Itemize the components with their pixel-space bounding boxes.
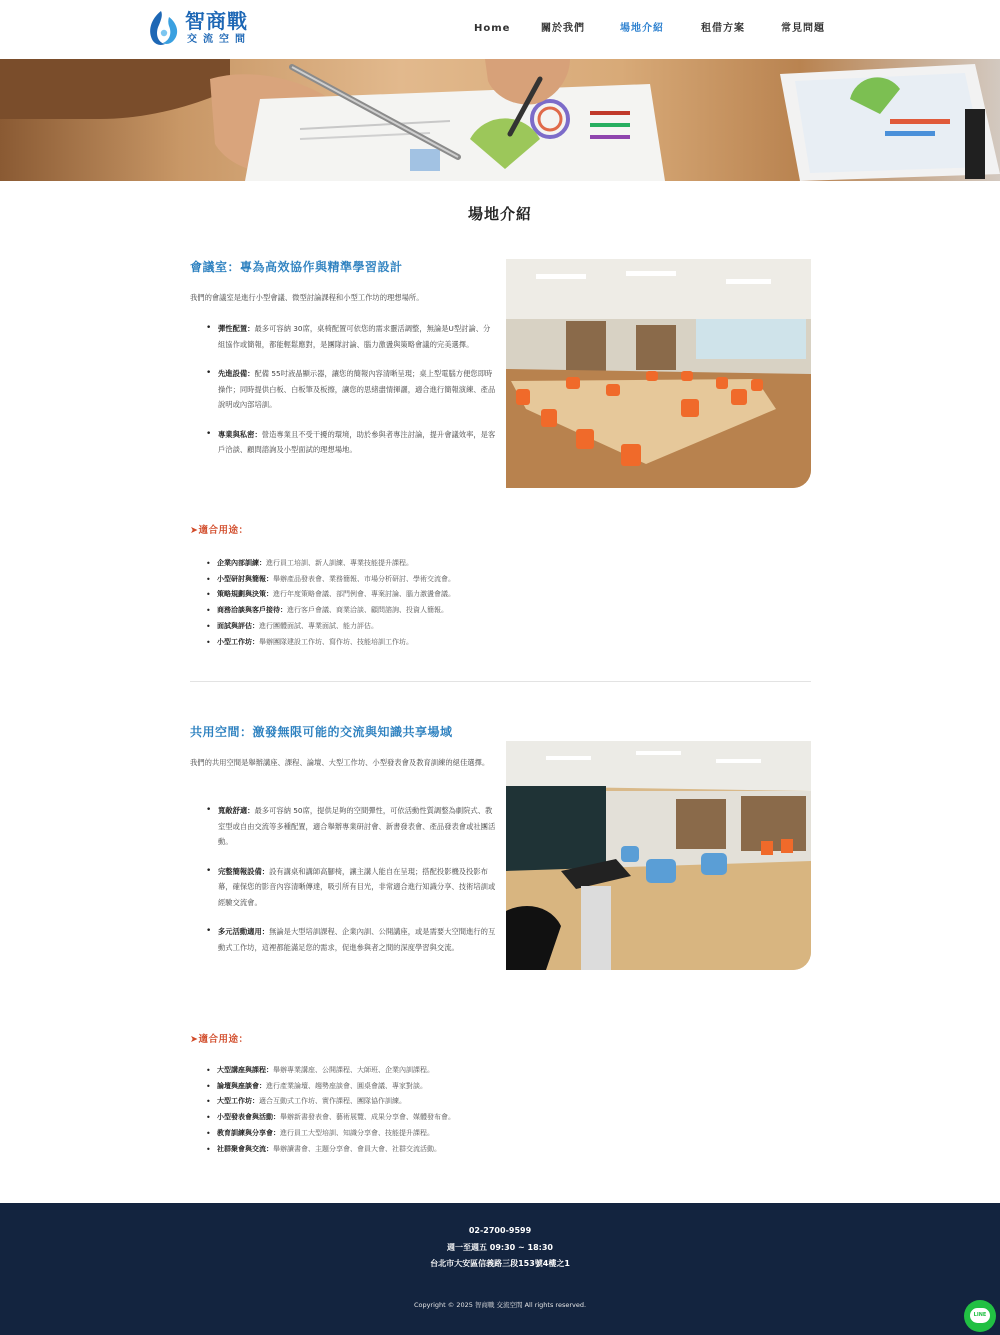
footer-address: 台北市大安區信義路三段153號4樓之1 [430, 1259, 570, 1268]
use-item [206, 1110, 606, 1126]
feature-item [206, 321, 496, 352]
use-item [206, 1142, 606, 1158]
use-item [206, 1126, 606, 1142]
meeting-room-features [206, 321, 496, 472]
use-text: 進行員工大型培訓、知識分享會、技能提升課程。 [280, 1128, 434, 1137]
use-item [206, 603, 606, 619]
shared-space-photo [506, 741, 811, 970]
use-title: 大型講座與課程： [217, 1066, 273, 1074]
use-title: 教育訓練與分享會： [217, 1128, 280, 1137]
use-text: 舉辦專業講座、公開課程、大師班、企業內訓課程。 [273, 1066, 434, 1074]
feature-item [206, 864, 496, 911]
feature-item [206, 427, 496, 458]
use-text: 進行客戶會議、商業洽談、顧問諮詢、投資人簡報。 [287, 606, 448, 615]
feature-title: 完整簡報設備： [218, 866, 270, 876]
line-icon [970, 1308, 990, 1323]
feature-title: 寬敞舒適： [218, 806, 255, 815]
meeting-room-photo [506, 259, 811, 488]
hero-banner [0, 59, 1000, 181]
use-title: 面試與評估： [217, 621, 259, 630]
shared-space-intro: 我們的共用空間是舉辦講座、課程、論壇、大型工作坊、小型發表會及教育訓練的絕佳選擇。 [190, 758, 490, 767]
brand-title: 智商戰 [185, 9, 248, 33]
feature-text: 最多可容納 30席，桌椅配置可依您的需求靈活調整，無論是U型討論、分組協作或簡報，都能輕鬆應對，是團隊討論、腦力激盪與策略會議的完美選擇。 [218, 324, 491, 349]
brand-subtitle: 交流空間 [187, 34, 251, 45]
line-chat-button[interactable] [964, 1300, 996, 1332]
shared-space-features [206, 803, 496, 969]
use-text: 舉辦讀書會、主題分享會、會員大會、社群交流活動。 [273, 1144, 441, 1153]
shared-uses-list [206, 1063, 606, 1157]
use-item [206, 572, 606, 588]
use-text: 進行產業論壇、趨勢座談會、圓桌會議、專家對談。 [266, 1081, 427, 1090]
feature-item [206, 924, 496, 955]
footer-copyright: Copyright © 2025 智商戰 交流空間 All rights reserved. [413, 1301, 587, 1309]
use-text: 進行員工培訓、新人訓練、專業技能提升課程。 [266, 559, 413, 567]
footer-phone[interactable]: 02-2700-9599 [468, 1226, 532, 1235]
use-item [206, 1094, 606, 1110]
use-title: 小型發表會與活動： [217, 1113, 280, 1122]
feature-title: 先進設備： [218, 369, 255, 378]
use-text: 進行團體面試、專業面試、能力評估。 [259, 621, 378, 630]
use-title: 策略規劃與決策： [217, 590, 273, 599]
use-title: 小型工作坊： [217, 637, 259, 646]
meeting-room-image [506, 259, 811, 488]
use-text: 舉辦新書發表會、藝術展覽、成果分享會、媒體發布會。 [280, 1113, 455, 1122]
feature-item [206, 803, 496, 850]
feature-item [206, 366, 496, 413]
nav-about[interactable]: 關於我們 [541, 23, 585, 34]
feature-title: 專業與私密： [218, 429, 262, 439]
meeting-uses-heading: ➤適合用途： [190, 525, 249, 536]
use-title: 大型工作坊： [217, 1097, 259, 1106]
feature-title: 多元活動適用： [218, 927, 270, 936]
nav-venue[interactable]: 場地介紹 [620, 23, 664, 34]
meeting-room-heading: 會議室：專為高效協作與精準學習設計 [190, 260, 403, 274]
use-title: 小型研討與簡報： [217, 574, 273, 583]
use-title: 企業內部訓練： [217, 559, 266, 567]
use-item [206, 1079, 606, 1095]
nav-faq[interactable]: 常見問題 [781, 23, 825, 34]
nav-pricing[interactable]: 租借方案 [701, 23, 745, 34]
use-text: 舉辦團隊建設工作坊、寫作坊、技能培訓工作坊。 [259, 637, 413, 646]
meeting-room-intro: 我們的會議室是進行小型會議、微型討論課程和小型工作坊的理想場所。 [190, 293, 424, 302]
shared-space-image [506, 741, 811, 970]
use-item [206, 1063, 606, 1079]
use-item [206, 556, 606, 572]
feature-text: 設有講桌和講師高腳椅，讓主講人能自在呈現；搭配投影機及投影布幕，確保您的影音內容清晰傳達，吸引所有目光，非常適合進行知識分享、技術培訓或經驗交流會。 [218, 866, 496, 907]
feature-text: 營造專業且不受干擾的環境，助於參與者專注討論，提升會議效率，是客戶洽談、顧問諮詢及小型面試的理想場地。 [218, 429, 496, 454]
line-label: LINE [973, 1312, 987, 1318]
feature-text: 配備 55吋液晶顯示器，讓您的簡報內容清晰呈現；桌上型電腦方便您即時操作；同時提供白板、白板筆及板擦，讓您的思緒盡情揮灑，適合進行簡報演練、產品說明或內部培訓。 [218, 369, 496, 409]
shared-space-heading: 共用空間：激發無限可能的交流與知識共享場域 [190, 725, 453, 739]
use-title: 商務洽談與客戶接待： [217, 606, 287, 615]
nav-home[interactable]: Home [474, 23, 511, 34]
site-footer [0, 1203, 1000, 1335]
page-title: 場地介紹 [467, 205, 532, 223]
main-nav [0, 22, 1000, 36]
feature-text: 無論是大型培訓課程、企業內訓、公開講座，或是需要大空間進行的互動式工作坊，這裡都能滿足您的需求，促進參與者之間的深度學習與交流。 [218, 927, 496, 952]
use-item [206, 619, 606, 635]
use-text: 舉辦產品發表會、業務簡報、市場分析研討、學術交流會。 [273, 574, 455, 583]
use-item [206, 587, 606, 603]
use-text: 適合互動式工作坊、實作課程、團隊協作訓練。 [259, 1097, 406, 1106]
meeting-uses-list [206, 556, 606, 650]
shared-uses-heading: ➤適合用途： [190, 1034, 249, 1045]
footer-hours: 週一至週五 09:30 ~ 18:30 [447, 1243, 553, 1252]
use-title: 論壇與座談會： [217, 1081, 266, 1090]
use-text: 進行年度策略會議、部門例會、專案討論、腦力激盪會議。 [273, 590, 455, 599]
feature-text: 最多可容納 50席，提供足夠的空間彈性，可依活動性質調整為劇院式、教室型或自由交流等多種配置，適合舉辦專業研討會、新書發表會、產品發表會或社團活動。 [218, 806, 496, 846]
site-header [0, 0, 1000, 59]
feature-title: 彈性配置： [218, 324, 255, 333]
use-title: 社群聚會與交流： [217, 1144, 273, 1153]
hero-image [0, 59, 1000, 181]
section-divider [190, 681, 811, 682]
use-item [206, 635, 606, 651]
